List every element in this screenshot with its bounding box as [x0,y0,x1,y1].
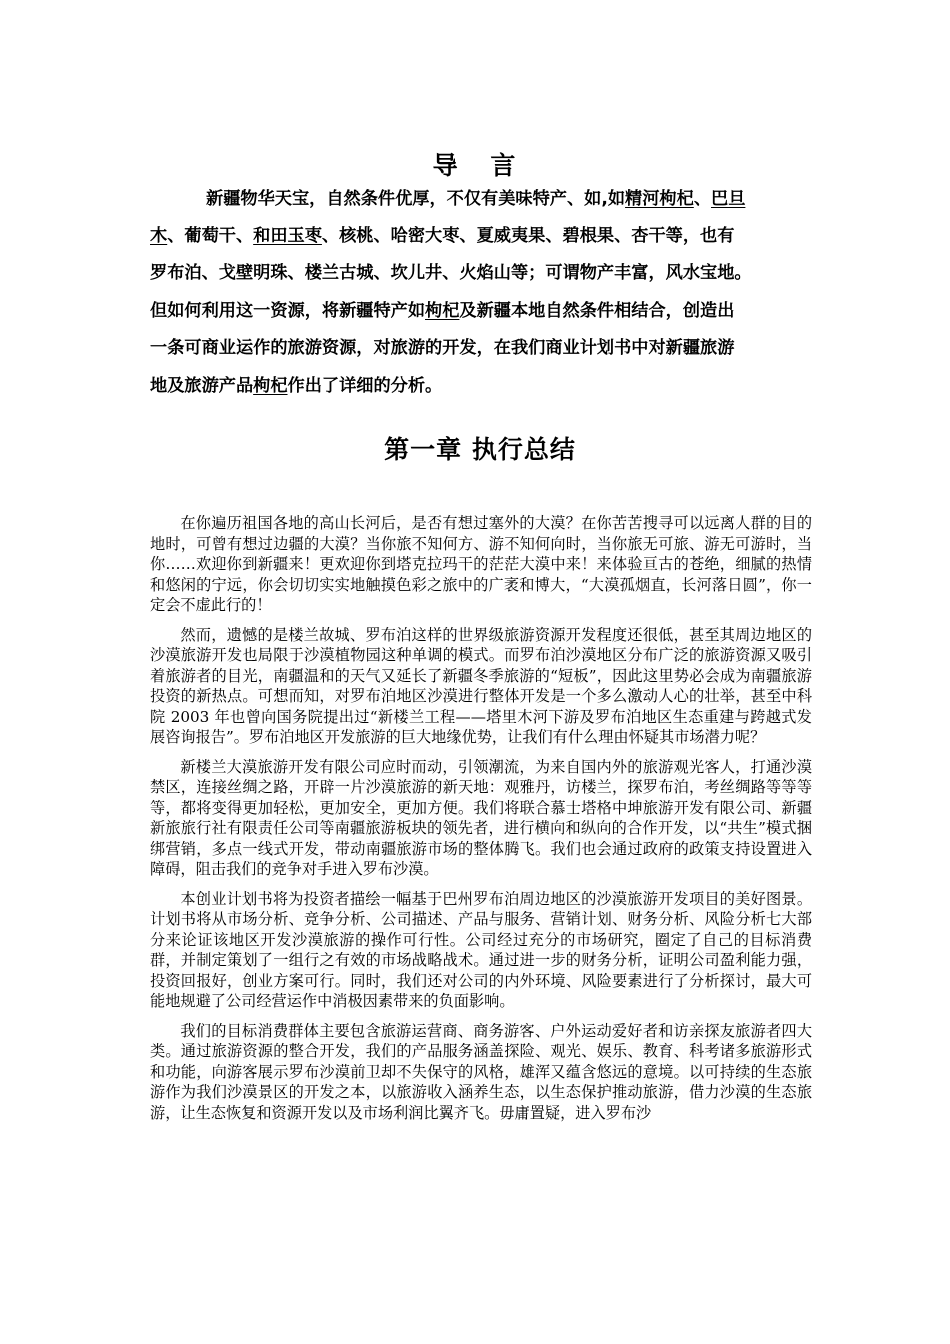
underlined-term: 木 [150,226,168,246]
body-paragraph: 本创业计划书将为投资者描绘一幅基于巴州罗布泊周边地区的沙漠旅游开发项目的美好图景。计划书将从市场分析、竞争分析、公司描述、产品与服务、营销计划、财务分析、风险分析七大部分来论证该地区开发沙漠旅游的操作可行性。公司经过充分的市场研究，圈定了自己的目标消费群，并制定策划了一组行之有效的市场战略战术。通过进一步的财务分析，证明公司盈利能力强，投资回报好，创业方案可行。同时，我们还对公司的内外环境、风险要素进行了分析探讨，最大可能地规避了公司经营运作中消极因素带来的负面影响。 [150,889,812,1010]
intro-text: 、核桃、哈密大枣、夏威夷果、碧根果、杏干等，也有 [321,226,735,246]
chapter-title: 第一章 执行总结 [384,435,576,464]
underlined-term: 枸杞 [425,301,460,321]
intro-text: 作出了详细的分析。 [287,376,443,396]
intro-text: 及新疆本地自然条件相结合，创造出 [459,301,735,321]
body-paragraph: 然而，遗憾的是楼兰故城、罗布泊这样的世界级旅游资源开发程度还很低，甚至其周边地区的沙漠旅游开发也局限于沙漠植物园这种单调的模式。而罗布泊沙漠地区分布广泛的旅游资源又吸引着旅游者的目光，南疆温和的天气又延长了新疆冬季旅游的“短板”，因此这里势必会成为南疆旅游投资的新热点。可想而知，对罗布泊地区沙漠进行整体开发是一个多么激动人心的壮举，甚至中科院 2003 年也曾向国务院提出过“新楼兰工程——塔里木河下游及罗布泊地区生态重建与跨越式发展咨询报告”。罗布泊地区开发旅游的巨大地缘优势，让我们有什么理由怀疑其市场潜力呢？ [150,625,812,746]
underlined-term: 巴旦 [711,189,746,209]
intro-title: 导 言 [432,151,528,180]
body-paragraph: 新楼兰大漠旅游开发有限公司应时而动，引领潮流，为来自国内外的旅游观光客人，打通沙漠禁区，连接丝绸之路，开辟一片沙漠旅游的新天地：观雅丹，访楼兰，探罗布泊，考丝绸路等等等等，都将变得更加轻松，更加安全，更加方便。我们将联合慕士塔格中坤旅游开发有限公司、新疆新旅旅行社有限责任公司等南疆旅游板块的领先者，进行横向和纵向的合作开发，以“共生”模式捆绑营销，多点一线式开发，带动南疆旅游市场的整体腾飞。我们也会通过政府的政策支持设置进入障碍，阻击我们的竞争对手进入罗布沙漠。 [150,757,812,878]
intro-text: 罗布泊、戈壁明珠、楼兰古城、坎儿井、火焰山等；可谓物产丰富，风水宝地。 [150,263,752,283]
intro-line [150,335,818,361]
intro-line [206,186,818,212]
intro-line [150,223,818,249]
intro-text: 但如何利用这一资源，将新疆特产如 [150,301,426,321]
intro-line [150,298,818,324]
intro-text: 、 [693,189,712,209]
underlined-term: 精河枸杞 [625,189,694,209]
intro-text: 一条可商业运作的旅游资源，对旅游的开发，在我们商业计划书中对新疆旅游 [150,338,735,358]
body-paragraph: 在你遍历祖国各地的高山长河后，是否有想过塞外的大漠？在你苦苦搜寻可以远离人群的目的地时，可曾有想过边疆的大漠？当你旅不知何方、游不知何向时，当你旅无可旅、游无可游时，当你……欢迎你到新疆来！更欢迎你到塔克拉玛干的茫茫大漠中来！来体验亘古的苍绝，细腻的热情和悠闲的宁远，你会切切实实地触摸色彩之旅中的广袤和博大，“大漠孤烟直，长河落日圆”，你一定会不虚此行的！ [150,514,812,614]
underlined-term: 和田玉枣 [253,226,322,246]
intro-text: 地及旅游产品 [150,376,254,396]
chapter-body [150,513,812,1132]
intro-text: 新疆物华天宝，自然条件优厚，不仅有美味特产、如,如 [206,189,626,209]
intro-line [150,373,818,399]
body-paragraph: 我们的目标消费群体主要包含旅游运营商、商务游客、户外运动爱好者和访亲探友旅游者四大类。通过旅游资源的整合开发，我们的产品服务涵盖探险、观光、娱乐、教育、科考诸多旅游形式和功能，向游客展示罗布沙漠前卫却不失保守的风格，雄浑又蕴含悠远的意境。以可持续的生态旅游作为我们沙漠景区的开发之本，以旅游收入涵养生态，以生态保护推动旅游，借力沙漠的生态旅游，让生态恢复和资源开发以及市场利润比翼齐飞。毋庸置疑，进入罗布沙 [150,1021,812,1122]
intro-line [150,260,818,286]
underlined-term: 枸杞 [253,376,288,396]
intro-text: 、葡萄干、 [167,226,254,246]
